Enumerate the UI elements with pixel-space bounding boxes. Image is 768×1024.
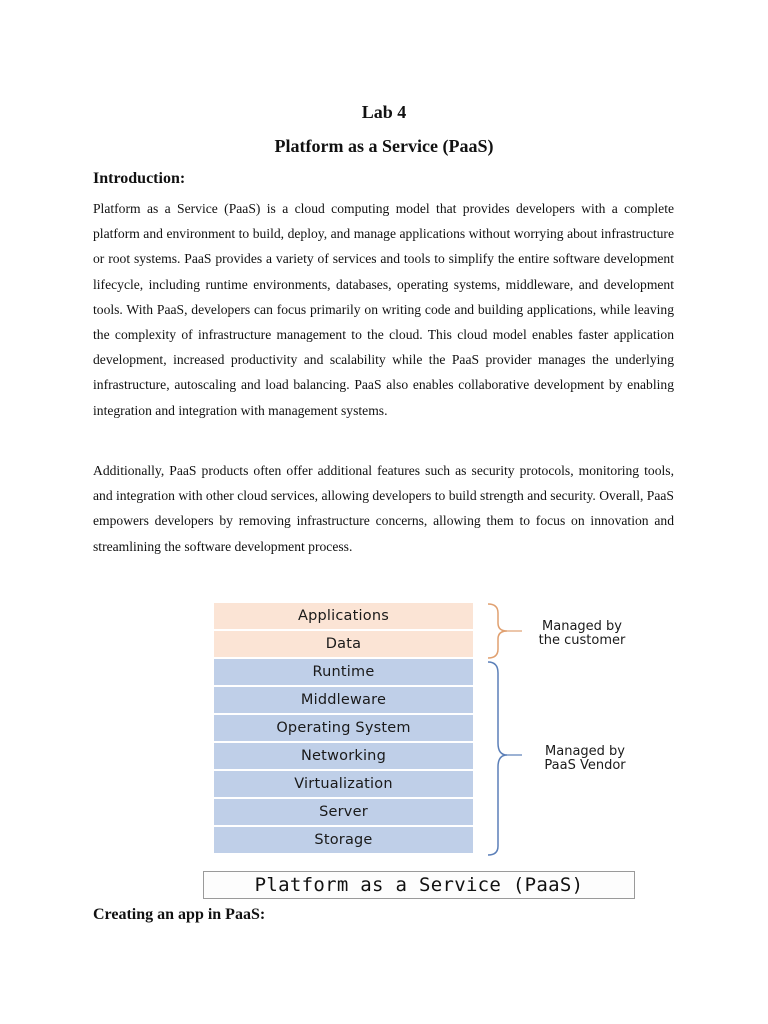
layer-runtime: Runtime bbox=[214, 659, 473, 686]
paas-stack-diagram bbox=[214, 603, 654, 863]
introduction-heading: Introduction: bbox=[93, 170, 186, 187]
layer-virtualization: Virtualization bbox=[214, 771, 473, 798]
customer-label-line-1: Managed by bbox=[542, 619, 622, 634]
introduction-paragraph-2: Additionally, PaaS products often offer additional features such as security protocols, monitoring tools, and integration with other cloud services, allowing developers to build strength and security. Overall, PaaS empowers developers by removing infrastructure concerns, allowing them to focus on innovation and streamlining the software development process. bbox=[93, 463, 674, 554]
layer-storage: Storage bbox=[214, 827, 473, 854]
layer-networking: Networking bbox=[214, 743, 473, 770]
introduction-paragraph-1: Platform as a Service (PaaS) is a cloud computing model that provides developers with a complete platform and environment to build, deploy, and manage applications without worrying about infrastructure or root systems. PaaS provides a variety of services and tools to simplify the entire software development lifecycle, including runtime environments, databases, operating systems, middleware, and development tools. With PaaS, developers can focus primarily on writing code and building applications, while leaving the complexity of infrastructure management to the cloud. This cloud model enables faster application development, increased productivity and scalability while the PaaS provider manages the underlying infrastructure, autoscaling and load balancing. PaaS also enables collaborative development by enabling integration and integration with management systems. bbox=[93, 201, 674, 418]
layer-middleware: Middleware bbox=[214, 687, 473, 714]
vendor-brace bbox=[488, 662, 507, 855]
lab-title: Lab 4 bbox=[361, 102, 407, 122]
document-title: Platform as a Service (PaaS) bbox=[274, 136, 494, 156]
customer-managed-label bbox=[517, 620, 647, 648]
customer-label-line-2: the customer bbox=[538, 633, 626, 648]
vendor-managed-label bbox=[520, 745, 650, 773]
creating-app-heading: Creating an app in PaaS: bbox=[93, 906, 266, 923]
layer-operating-system: Operating System bbox=[214, 715, 473, 742]
diagram-caption: Platform as a Service (PaaS) bbox=[203, 871, 635, 899]
customer-brace bbox=[488, 604, 507, 658]
layer-data: Data bbox=[214, 631, 473, 658]
vendor-label-line-2: PaaS Vendor bbox=[544, 758, 626, 773]
vendor-label-line-1: Managed by bbox=[545, 744, 625, 759]
layer-applications: Applications bbox=[214, 603, 473, 630]
layer-server: Server bbox=[214, 799, 473, 826]
